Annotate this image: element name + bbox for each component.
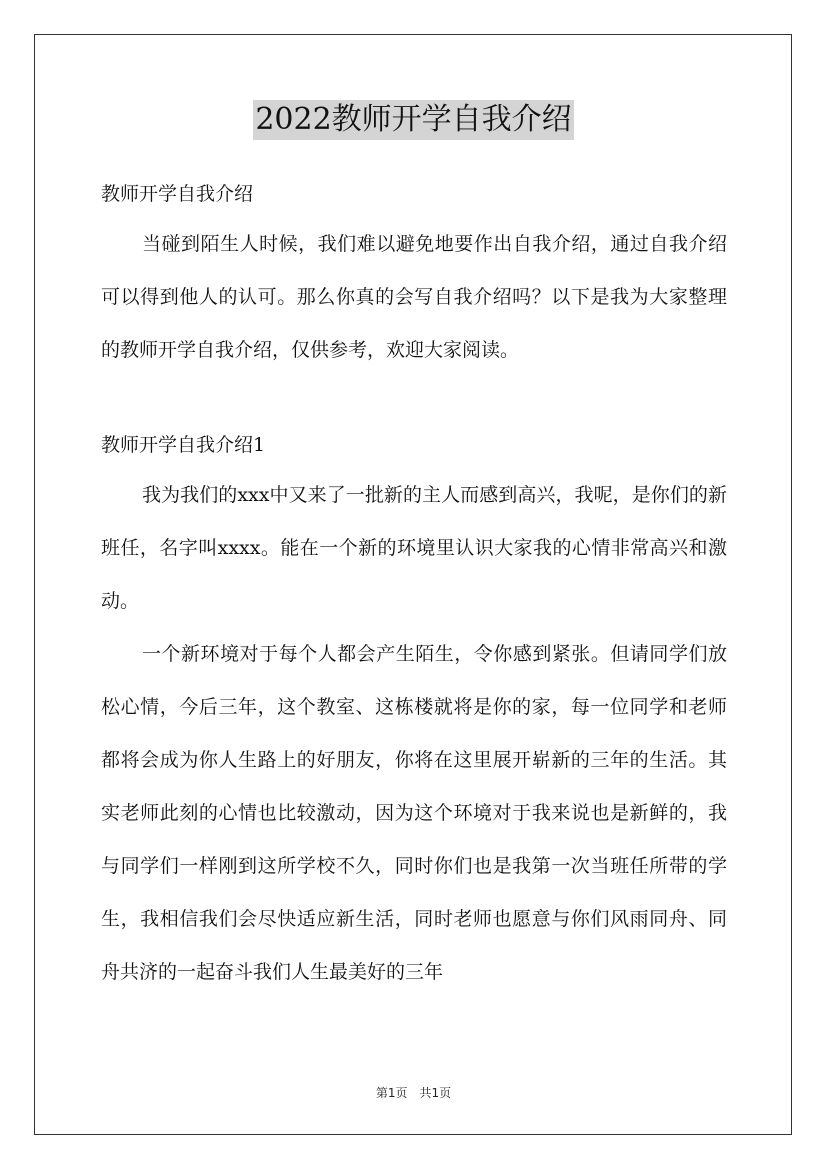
document-body xyxy=(101,170,727,999)
body-paragraph: 我为我们的xxx中又来了一批新的主人而感到高兴，我呢，是你们的新班任，名字叫xxxx。能在一个新的环境里认识大家我的心情非常高兴和激动。 xyxy=(101,484,727,612)
intro-paragraph: 当碰到陌生人时候，我们难以避免地要作出自我介绍，通过自我介绍可以得到他人的认可。那么你真的会写自我介绍吗？以下是我为大家整理的教师开学自我介绍，仅供参考，欢迎大家阅读。 xyxy=(101,233,727,361)
document-title: 2022教师开学自我介绍 xyxy=(253,100,573,140)
body-paragraph: 一个新环境对于每个人都会产生陌生，令你感到紧张。但请同学们放松心情，今后三年，这个教室、这栋楼就将是你的家，每一位同学和老师都将会成为你人生路上的好朋友，你将在这里展开崭新的三年的生活。其实老师此刻的心情也比较激动，因为这个环境对于我来说也是新鲜的，我与同学们一样刚到这所学校不久，同时你们也是我第一次当班任所带的学生，我相信我们会尽快适应新生活，同时老师也愿意与你们风雨同舟、同舟共济的一起奋斗我们人生最美好的三年 xyxy=(101,643,727,983)
section-spacer xyxy=(101,377,727,421)
main-heading: 教师开学自我介绍 xyxy=(101,183,254,205)
title-container xyxy=(0,100,827,140)
section-heading: 教师开学自我介绍1 xyxy=(101,434,266,456)
page-number-footer: 第1页 共1页 xyxy=(375,1086,452,1100)
